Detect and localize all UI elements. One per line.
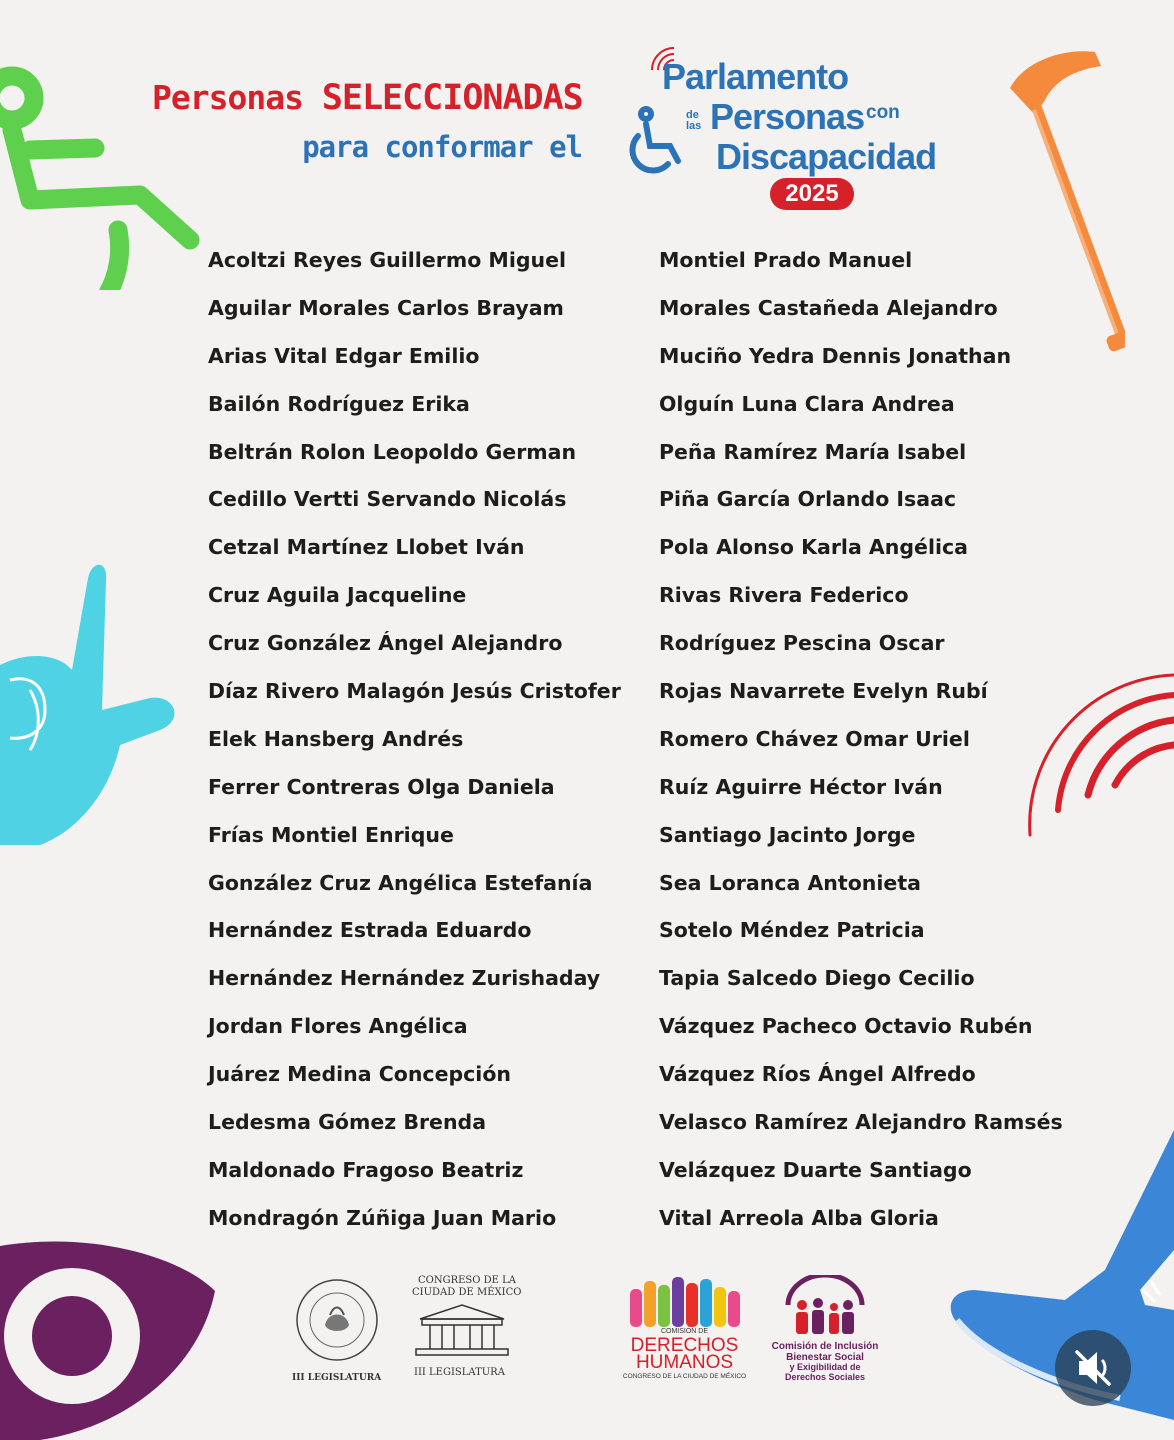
event-logo — [620, 44, 937, 214]
dh-comision: COMISIÓN DE — [660, 1328, 709, 1335]
names-column-right — [659, 236, 1063, 1242]
list-item: Arias Vital Edgar Emilio — [208, 343, 480, 368]
list-item: Díaz Rivero Malagón Jesús Cristofer — [208, 679, 621, 704]
list-item: Ruíz Aguirre Héctor Iván — [659, 774, 943, 799]
congreso-legislatura: III LEGISLATURA — [414, 1367, 505, 1378]
list-item: Cedillo Vertti Servando Nicolás — [208, 487, 567, 512]
list-item: Morales Castañeda Alejandro — [659, 295, 998, 320]
header-title-highlight: SELECCIONADAS — [321, 78, 583, 118]
logo-word-discapacidad: Discapacidad — [716, 136, 937, 177]
header-title — [152, 78, 582, 118]
list-item: Maldonado Fragoso Beatriz — [208, 1157, 524, 1182]
comision-inclusion-logo — [765, 1275, 885, 1385]
list-item: Montiel Prado Manuel — [659, 248, 913, 272]
speaker-muted-icon — [1055, 1330, 1131, 1406]
list-item: Piña García Orlando Isaac — [659, 487, 957, 512]
ci-line4: Derechos Sociales — [784, 1372, 866, 1382]
list-item: Ledesma Gómez Brenda — [208, 1110, 487, 1135]
list-item: Jordan Flores Angélica — [208, 1014, 468, 1039]
list-item: González Cruz Angélica Estefanía — [208, 870, 593, 895]
list-item: Rojas Navarrete Evelyn Rubí — [659, 679, 988, 704]
ci-line2: Bienestar Social — [786, 1352, 864, 1363]
list-item: Cetzal Martínez Llobet Iván — [208, 535, 525, 560]
header-subtitle: para conformar el — [302, 130, 582, 164]
congreso-seal-logo — [290, 1275, 385, 1387]
list-item: Vázquez Pacheco Octavio Rubén — [659, 1014, 1033, 1039]
list-item: Olguín Luna Clara Andrea — [659, 391, 955, 416]
list-item: Cruz González Ángel Alejandro — [208, 631, 563, 656]
list-item: Muciño Yedra Dennis Jonathan — [659, 343, 1012, 368]
list-item: Ferrer Contreras Olga Daniela — [208, 774, 555, 799]
list-item: Frías Montiel Enrique — [208, 822, 454, 847]
list-item: Beltrán Rolon Leopoldo German — [208, 439, 577, 464]
building-icon — [410, 1301, 514, 1361]
list-item: Rivas Rivera Federico — [659, 583, 909, 608]
list-item: Sea Loranca Antonieta — [659, 870, 921, 895]
congreso-building-logo — [410, 1275, 520, 1385]
list-item: Hernández Estrada Eduardo — [208, 918, 532, 943]
header-title-prefix: Personas — [152, 78, 322, 117]
list-item: Velasco Ramírez Alejandro Ramsés — [659, 1110, 1063, 1135]
seal-legislatura: III LEGISLATURA — [292, 1373, 382, 1383]
list-item: Aguilar Morales Carlos Brayam — [208, 295, 564, 320]
list-item: Juárez Medina Concepción — [208, 1062, 512, 1087]
congreso-line1: CONGRESO DE LA — [418, 1275, 517, 1286]
derechos-humanos-logo — [622, 1275, 747, 1385]
list-item: Bailón Rodríguez Erika — [208, 391, 470, 416]
list-item: Santiago Jacinto Jorge — [659, 822, 916, 847]
list-item: Hernández Hernández Zurishaday — [208, 966, 601, 991]
logo-word-de-las: de las — [686, 109, 702, 132]
list-item: Pola Alonso Karla Angélica — [659, 535, 969, 560]
names-column-left — [208, 236, 621, 1242]
dh-line2: HUMANOS — [635, 1352, 734, 1373]
ci-line3: y Exigibilidad de — [789, 1362, 861, 1372]
list-item: Vázquez Ríos Ángel Alfredo — [659, 1062, 976, 1087]
list-item: Acoltzi Reyes Guillermo Miguel — [208, 248, 567, 272]
list-item: Sotelo Méndez Patricia — [659, 918, 925, 943]
logo-word-con: con — [866, 102, 900, 123]
mute-button[interactable] — [1055, 1330, 1131, 1406]
wheelchair-small-icon — [624, 106, 684, 176]
congreso-line2: CIUDAD DE MÉXICO — [412, 1287, 522, 1298]
list-item: Tapia Salcedo Diego Cecilio — [659, 966, 975, 991]
list-item: Romero Chávez Omar Uriel — [659, 726, 970, 751]
dh-line1: DERECHOS — [630, 1335, 739, 1356]
ci-line1: Comisión de Inclusión — [771, 1341, 879, 1352]
list-item: Peña Ramírez María Isabel — [659, 439, 967, 464]
eye-icon — [0, 1236, 220, 1440]
wheelchair-icon — [0, 30, 210, 290]
national-seal-icon — [290, 1275, 385, 1365]
list-item: Mondragón Zúñiga Juan Mario — [208, 1205, 557, 1230]
list-item: Velázquez Duarte Santiago — [659, 1157, 972, 1182]
list-item: Elek Hansberg Andrés — [208, 726, 464, 751]
raised-hands-icon — [624, 1275, 744, 1327]
list-item: Cruz Aguila Jacqueline — [208, 583, 467, 608]
list-item: Vital Arreola Alba Gloria — [659, 1205, 939, 1230]
dh-sub: CONGRESO DE LA CIUDAD DE MÉXICO — [622, 1373, 747, 1380]
list-item: Rodríguez Pescina Oscar — [659, 631, 945, 656]
logo-word-parlamento: Parlamento — [662, 56, 849, 97]
logo-word-personas: Personas — [710, 96, 865, 137]
sign-language-hand-icon — [0, 560, 185, 850]
family-icon — [780, 1275, 870, 1337]
logo-year-badge: 2025 — [770, 178, 854, 210]
